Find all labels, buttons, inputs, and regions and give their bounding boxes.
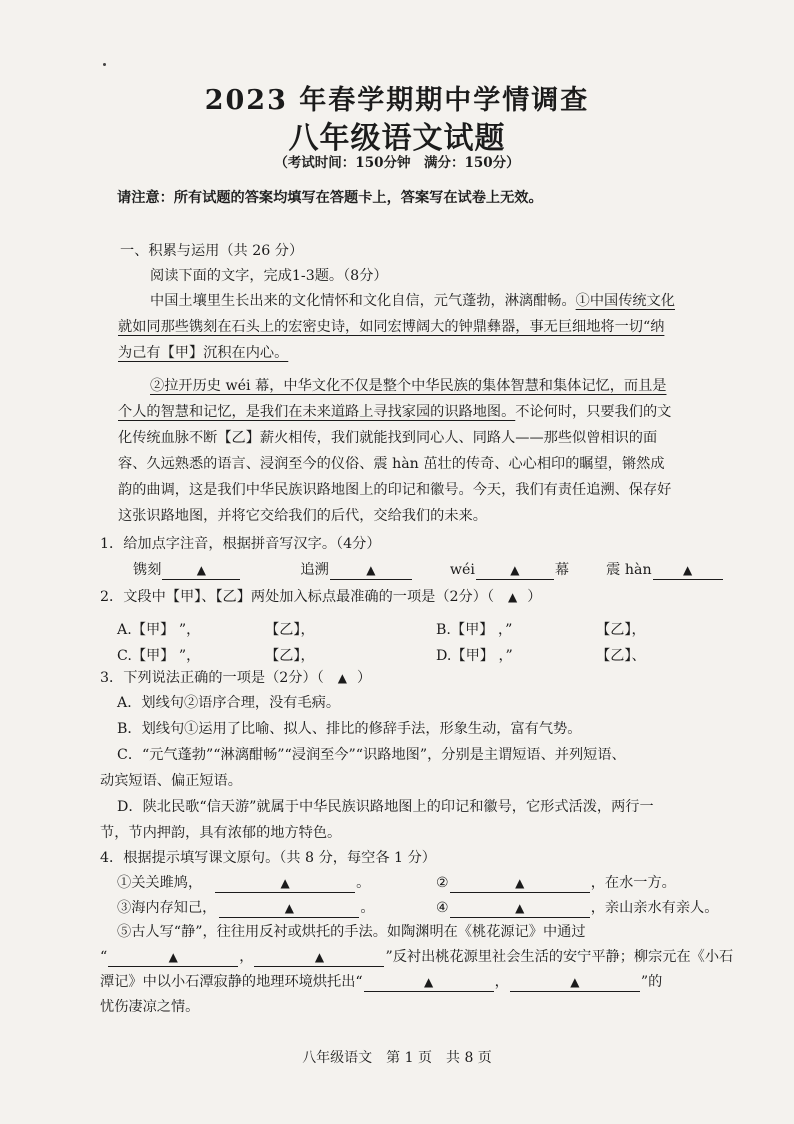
- answer-blank[interactable]: [450, 874, 590, 893]
- passage-line-7: 容、久远熟悉的语言、浸润至今的仪俗、震 hàn 茁壮的传奇、心心相印的瞩望，锵然成: [118, 456, 665, 472]
- answer-marker: ▲: [168, 950, 178, 964]
- exam-subtitle: 八年级语文试题: [288, 121, 506, 156]
- q1-item-2: 追溯: [300, 562, 329, 578]
- underlined-sentence-1: ①中国传统文化: [575, 293, 675, 309]
- q1-item-1: 镌刻: [133, 562, 162, 578]
- answer-marker: ▲: [510, 563, 520, 577]
- q2-option-b-b: 【乙】，: [596, 622, 646, 638]
- q2-option-c-b: 【乙】，: [265, 648, 315, 664]
- answer-marker: ▲: [284, 901, 294, 915]
- q2-option-a[interactable]: A.【甲】 ”，: [117, 622, 201, 638]
- reading-intro: 阅读下面的文字，完成1-3题。（8分）: [150, 268, 388, 284]
- answer-blank[interactable]: [254, 948, 384, 967]
- speck: [103, 63, 106, 66]
- section-heading: 一、积累与运用（共 26 分）: [120, 243, 304, 259]
- answer-blank[interactable]: [108, 948, 238, 967]
- exam-info: （考试时间：150分钟 满分：150分）: [274, 155, 520, 171]
- q2-option-d-b: 【乙】、: [596, 648, 646, 664]
- q1-stem: 1．给加点字注音，根据拼音写汉字。（4分）: [100, 536, 381, 552]
- answer-blank[interactable]: [510, 973, 640, 992]
- answer-marker: ▲: [515, 876, 525, 890]
- q1-item-3: wéi: [449, 562, 475, 578]
- passage-line-5: 个人的智慧和记忆，是我们在未来道路上寻找家园的识路地图。不论何时，只要我们的文: [118, 404, 672, 420]
- answer-blank[interactable]: [450, 899, 590, 918]
- underlined-sentence-2: 个人的智慧和记忆，是我们在未来道路上寻找家园的识路地图。: [118, 404, 516, 420]
- q4-stem: 4．根据提示填写课文原句。（共 8 分，每空各 1 分）: [100, 850, 436, 866]
- answer-marker: ▲: [515, 901, 525, 915]
- q2-option-b[interactable]: B.【甲】 ，”: [436, 622, 513, 638]
- passage-line-8: 韵的曲调，这是我们中华民族识路地图上的印记和徽号。今天，我们有责任追溯、保存好: [118, 482, 672, 498]
- q4-item-3: ③海内存知己， ▲ 。: [117, 900, 375, 916]
- q3-option-c[interactable]: C．“元气蓬勃”“淋漓酣畅”“浸润至今”“识路地图”，分别是主谓短语、并列短语、: [117, 747, 626, 763]
- q4-item-5-line3: 潭记》中以小石潭寂静的地理环境烘托出“ ▲ ， ▲ ”的: [100, 974, 663, 990]
- answer-marker: ▲: [196, 563, 206, 577]
- q4-item-1: ①关关雎鸠， ▲ 。: [117, 875, 371, 891]
- q3-option-d-cont: 节，节内押韵，具有浓郁的地方特色。: [100, 825, 342, 841]
- answer-blank[interactable]: [330, 561, 412, 580]
- answer-marker: ▲: [366, 563, 376, 577]
- q3-option-b[interactable]: B．划线句①运用了比喻、拟人、排比的修辞手法，形象生动，富有气势。: [117, 721, 582, 737]
- q2-stem: 2．文段中【甲】、【乙】两处加入标点最准确的一项是（2分）（ ▲ ）: [100, 589, 542, 605]
- q1-item-4: 幕: [554, 562, 570, 578]
- q4-item-5: ⑤古人写“静”，往往用反衬或烘托的手法。如陶渊明在《桃花源记》中通过: [117, 924, 586, 940]
- answer-blank[interactable]: [364, 973, 494, 992]
- answer-blank[interactable]: [219, 899, 359, 918]
- q2-option-d[interactable]: D.【甲】 ，”: [436, 648, 513, 664]
- page-footer: 八年级语文 第 1 页 共 8 页: [302, 1050, 492, 1066]
- passage-line-4: ②拉开历史 wéi 幕，中华文化不仅是整个中华民族的集体智慧和集体记忆，而且是: [150, 378, 667, 394]
- answer-marker: ▲: [424, 975, 434, 989]
- q4-item-5-line2: “ ▲ ， ▲ ”反衬出桃花源里社会生活的安宁平静；柳宗元在《小石: [100, 949, 734, 965]
- answer-marker: ▲: [508, 590, 518, 604]
- answer-blank[interactable]: [476, 561, 554, 580]
- q4-item-2: ② ▲ ，在水一方。: [436, 875, 676, 891]
- answer-blank[interactable]: [653, 561, 723, 580]
- passage-line-6: 化传统血脉不断【乙】薪火相传，我们就能找到同心人、同路人——那些似曾相识的面: [118, 430, 658, 446]
- q3-stem: 3．下列说法正确的一项是（2分）（ ▲ ）: [100, 670, 372, 686]
- passage-line-2: 就如同那些镌刻在石头上的宏密史诗，如同宏博阔大的钟鼎彝器，事无巨细地将一切“纳: [118, 319, 665, 335]
- answer-blank[interactable]: [215, 874, 355, 893]
- answer-marker: ▲: [314, 950, 325, 964]
- q2-option-a-b: 【乙】，: [265, 622, 315, 638]
- answer-marker: ▲: [337, 671, 348, 685]
- notice: 请注意：所有试题的答案均填写在答题卡上，答案写在试卷上无效。: [117, 190, 543, 206]
- q2-option-c[interactable]: C.【甲】 ”，: [117, 648, 201, 664]
- q4-item-5-line4: 忧伤凄凉之情。: [100, 999, 200, 1015]
- answer-marker: ▲: [280, 876, 290, 890]
- q1-answer-row: [133, 559, 724, 581]
- passage-line-1: 中国土壤里生长出来的文化情怀和文化自信，元气蓬勃，淋漓酣畅。①中国传统文化: [150, 293, 675, 309]
- answer-blank[interactable]: [162, 561, 240, 580]
- passage-line-9: 这张识路地图，并将它交给我们的后代，交给我们的未来。: [118, 508, 487, 524]
- exam-title: 2023 年春学期期中学情调查: [204, 85, 590, 116]
- q3-option-d[interactable]: D．陕北民歌“信天游”就属于中华民族识路地图上的印记和徽号，它形式活泼，两行一: [117, 799, 654, 815]
- q3-option-a[interactable]: A．划线句②语序合理，没有毛病。: [117, 695, 341, 711]
- answer-marker: ▲: [682, 563, 693, 577]
- answer-marker: ▲: [570, 975, 580, 989]
- q3-option-c-cont: 动宾短语、偏正短语。: [100, 773, 242, 789]
- q4-item-4: ④ ▲ ，亲山亲水有亲人。: [436, 900, 719, 916]
- passage-line-3: 为己有【甲】沉积在内心。: [118, 345, 289, 361]
- q1-item-5: 震 hàn: [606, 562, 652, 578]
